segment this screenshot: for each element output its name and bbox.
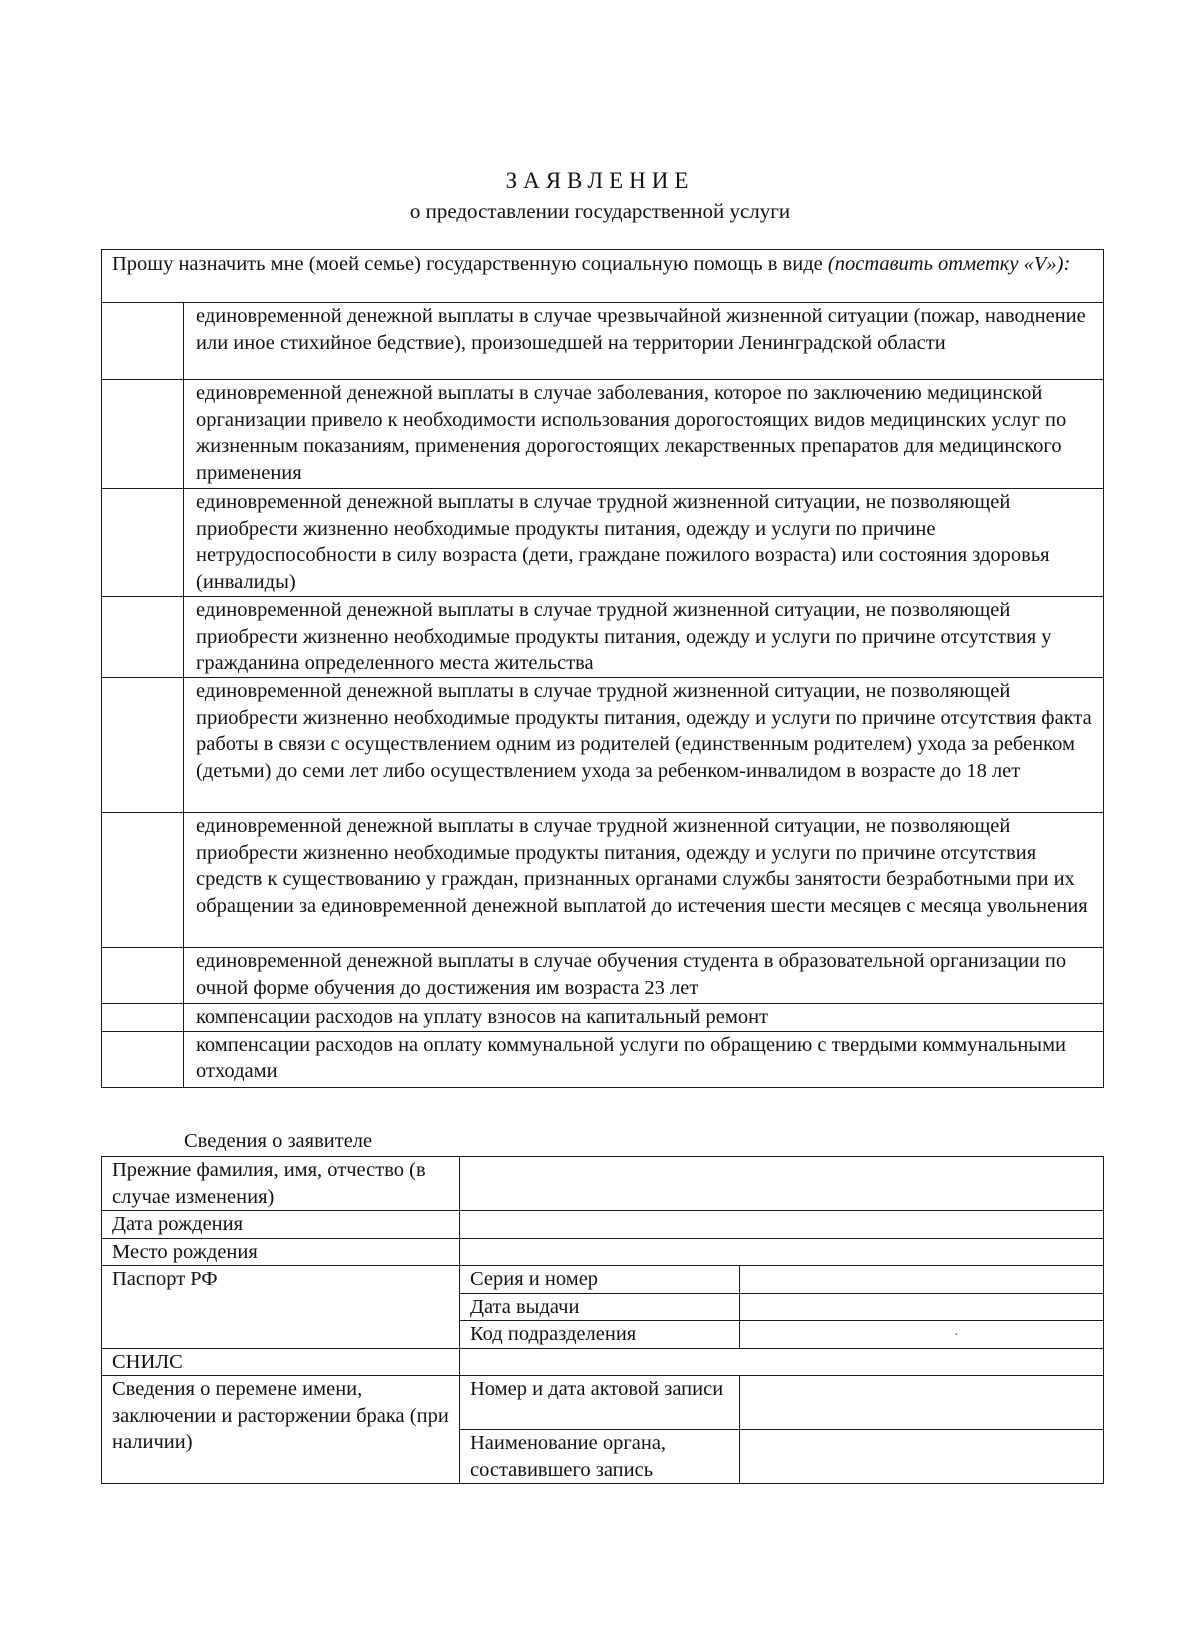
document-title: ЗАЯВЛЕНИЕ xyxy=(505,168,695,193)
service-checkbox[interactable] xyxy=(102,948,184,1004)
document-subtitle: о предоставлении государственной услуги xyxy=(409,199,791,223)
service-checkbox[interactable] xyxy=(102,1031,184,1087)
passport-division-code-label: Код подразделения xyxy=(460,1321,740,1349)
service-checkbox[interactable] xyxy=(102,813,184,948)
services-table xyxy=(101,249,1104,1088)
passport-division-code-field[interactable] xyxy=(740,1321,1104,1349)
passport-series-field[interactable] xyxy=(740,1266,1104,1294)
issuing-authority-label: Наименование органа, составившего запись xyxy=(460,1430,740,1484)
service-checkbox[interactable] xyxy=(102,380,184,489)
marital-changes-label: Сведения о перемене имени, заключении и расторжении брака (при наличии) xyxy=(102,1376,460,1484)
passport-issue-date-label: Дата выдачи xyxy=(460,1293,740,1321)
service-label: единовременной денежной выплаты в случае трудной жизненной ситуации, не позволяющей приобрести жизненно необходимые продукты питания, одежду и услуги по причине отсутствия у гражданина определенного места жительства xyxy=(184,597,1104,678)
birth-date-field[interactable] xyxy=(460,1211,1104,1239)
applicant-table xyxy=(101,1156,1104,1484)
birth-place-field[interactable] xyxy=(460,1238,1104,1266)
service-label: единовременной денежной выплаты в случае заболевания, которое по заключению медицинской организации привело к необходимости использования дорогостоящих видов медицинских услуг по жизненным показаниям, применения дорогостоящих лекарственных препаратов для медицинского применения xyxy=(184,380,1104,489)
service-row xyxy=(102,303,1104,380)
snils-field[interactable] xyxy=(460,1348,1104,1376)
issuing-authority-field[interactable] xyxy=(740,1430,1104,1484)
previous-name-field[interactable] xyxy=(460,1157,1104,1211)
services-header xyxy=(102,250,1104,303)
services-header-text: Прошу назначить мне (моей семье) государственную социальную помощь в виде xyxy=(112,253,828,275)
service-row xyxy=(102,1004,1104,1032)
act-record-field[interactable] xyxy=(740,1376,1104,1430)
act-record-label: Номер и дата актовой записи xyxy=(460,1376,740,1430)
scan-speck: · xyxy=(954,1328,959,1343)
service-row xyxy=(102,678,1104,813)
service-label: единовременной денежной выплаты в случае трудной жизненной ситуации, не позволяющей приобрести жизненно необходимые продукты питания, одежду и услуги по причине отсутствия средств к существованию у граждан, признанных органами службы занятости безработными при их обращении за единовременной денежной выплатой до истечения шести месяцев с месяца увольнения xyxy=(184,813,1104,948)
birth-place-label: Место рождения xyxy=(102,1238,460,1266)
passport-issue-date-field[interactable] xyxy=(740,1293,1104,1321)
previous-name-label: Прежние фамилия, имя, отчество (в случае изменения) xyxy=(102,1157,460,1211)
snils-label: СНИЛС xyxy=(102,1348,460,1376)
service-label: компенсации расходов на оплату коммунальной услуги по обращению с твердыми коммунальными отходами xyxy=(184,1031,1104,1087)
service-checkbox[interactable] xyxy=(102,1004,184,1032)
services-header-note: (поставить отметку «V»): xyxy=(827,253,1071,275)
service-label: единовременной денежной выплаты в случае трудной жизненной ситуации, не позволяющей приобрести жизненно необходимые продукты питания, одежду и услуги по причине нетрудоспособности в силу возраста (дети, граждане пожилого возраста) или состояния здоровья (инвалиды) xyxy=(184,489,1104,597)
service-row xyxy=(102,948,1104,1004)
birth-date-label: Дата рождения xyxy=(102,1211,460,1239)
service-row xyxy=(102,813,1104,948)
service-row xyxy=(102,489,1104,597)
service-label: единовременной денежной выплаты в случае чрезвычайной жизненной ситуации (пожар, наводнение или иное стихийное бедствие), произошедшей на территории Ленинградской области xyxy=(184,303,1104,380)
service-checkbox[interactable] xyxy=(102,597,184,678)
service-checkbox[interactable] xyxy=(102,489,184,597)
service-label: единовременной денежной выплаты в случае обучения студента в образовательной организации по очной форме обучения до достижения им возраста 23 лет xyxy=(184,948,1104,1004)
passport-series-label: Серия и номер xyxy=(460,1266,740,1294)
service-checkbox[interactable] xyxy=(102,303,184,380)
service-label: единовременной денежной выплаты в случае трудной жизненной ситуации, не позволяющей приобрести жизненно необходимые продукты питания, одежду и услуги по причине отсутствия факта работы в связи с осуществлением одним из родителей (единственным родителем) ухода за ребенком (детьми) до семи лет либо осуществлением ухода за ребенком-инвалидом в возрасте до 18 лет xyxy=(184,678,1104,813)
service-row xyxy=(102,597,1104,678)
service-row xyxy=(102,1031,1104,1087)
service-checkbox[interactable] xyxy=(102,678,184,813)
service-label: компенсации расходов на уплату взносов на капитальный ремонт xyxy=(184,1004,1104,1032)
passport-label: Паспорт РФ xyxy=(102,1266,460,1349)
service-row xyxy=(102,380,1104,489)
applicant-section-title: Сведения о заявителе xyxy=(184,1130,373,1152)
